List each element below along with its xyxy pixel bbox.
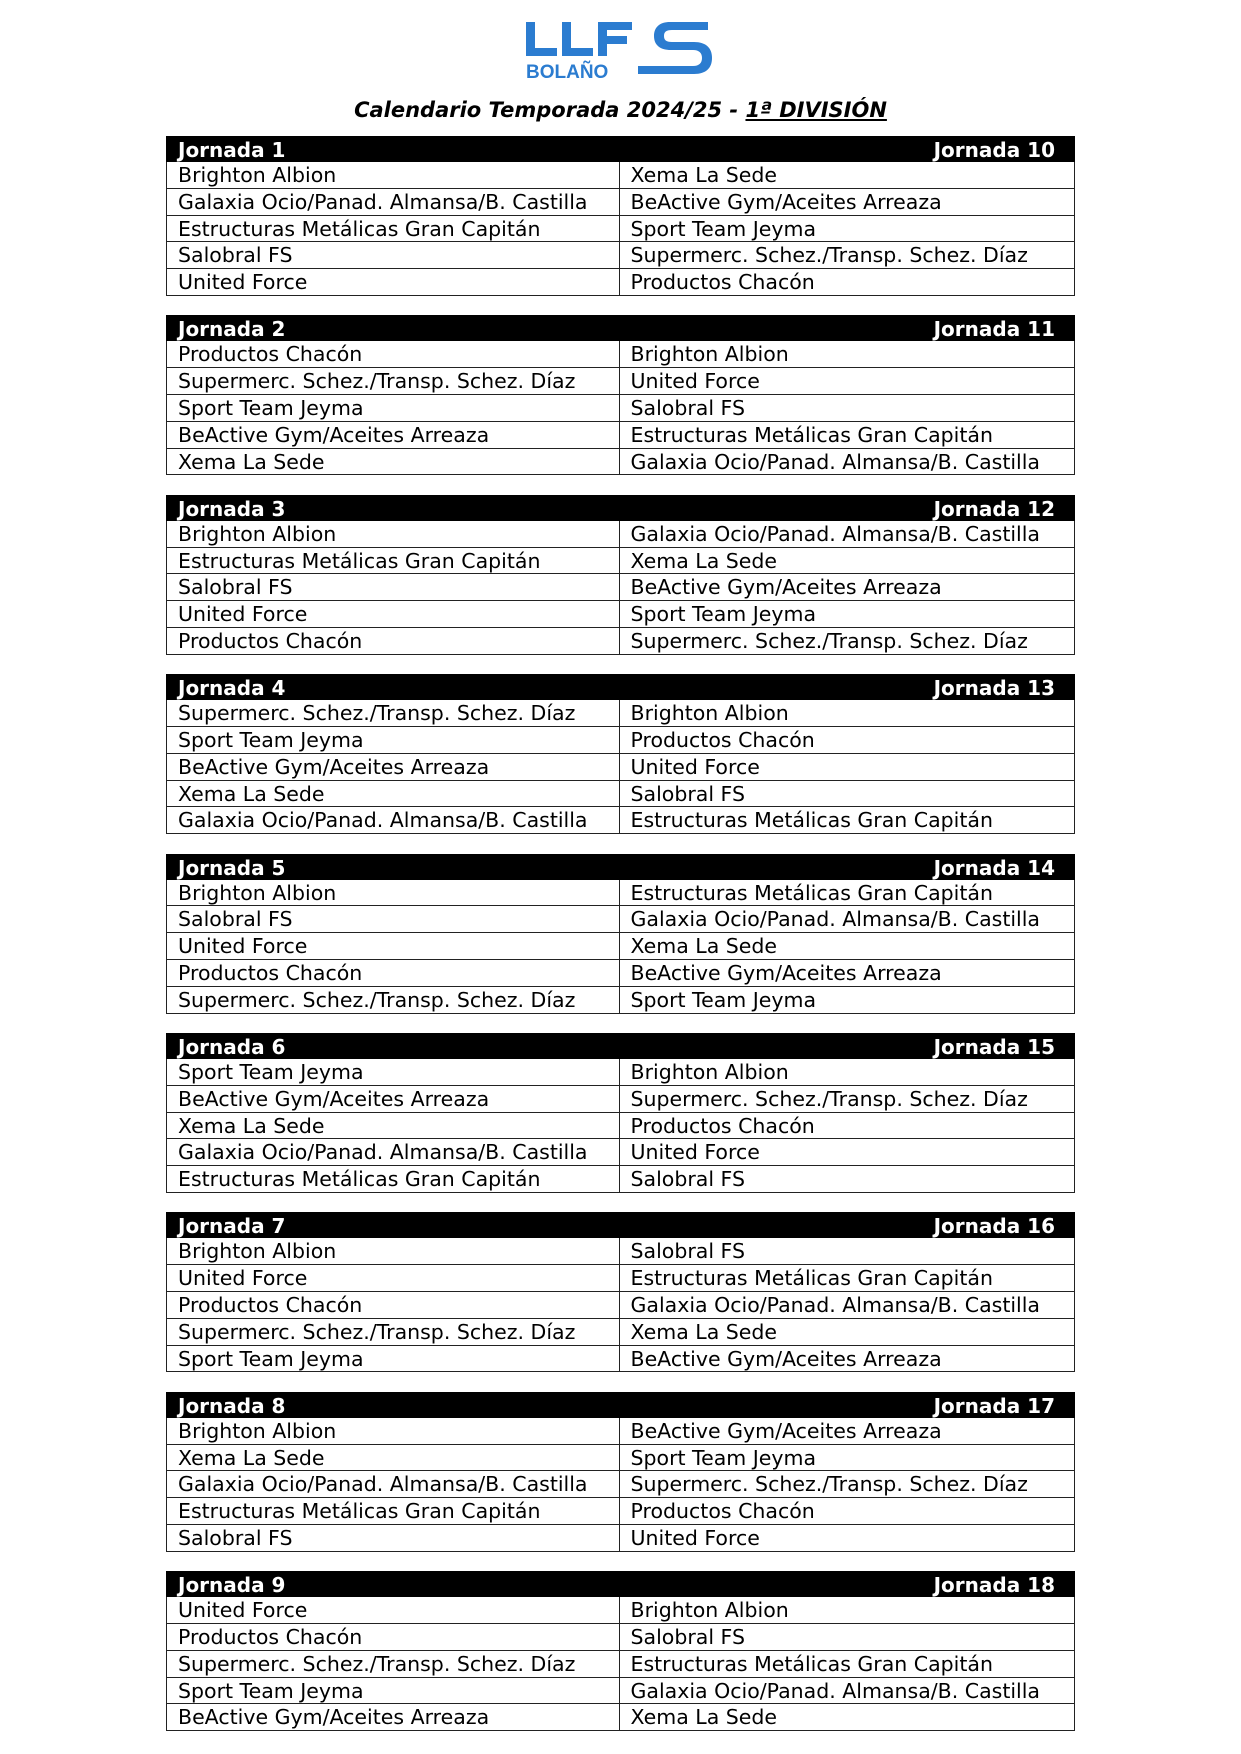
home-team: Sport Team Jeyma: [167, 1678, 620, 1704]
title-division: 1ª DIVISIÓN: [745, 98, 887, 122]
match-row: [166, 341, 1075, 368]
away-team: Productos Chacón: [630, 727, 815, 752]
away-team: Supermerc. Schez./Transp. Schez. Díaz: [630, 243, 1028, 268]
away-team: Productos Chacón: [630, 1499, 815, 1524]
fixture-round: [166, 1571, 1075, 1731]
home-team: Supermerc. Schez./Transp. Schez. Díaz: [167, 368, 620, 394]
away-team: BeActive Gym/Aceites Arreaza: [630, 960, 942, 985]
fixture-round: [166, 136, 1075, 296]
league-logo: [520, 18, 720, 88]
match-row: [166, 1445, 1075, 1472]
match-row: [166, 754, 1075, 781]
match-row: [166, 700, 1075, 727]
match-row: [166, 781, 1075, 808]
match-row: [166, 162, 1075, 189]
match-row: [166, 1086, 1075, 1113]
match-row: [166, 1346, 1075, 1373]
home-team: Sport Team Jeyma: [167, 395, 620, 421]
home-team: United Force: [167, 1597, 620, 1623]
home-team: Supermerc. Schez./Transp. Schez. Díaz: [167, 987, 620, 1013]
home-team: BeActive Gym/Aceites Arreaza: [167, 1704, 620, 1730]
round-label-first-leg: Jornada 8: [178, 1393, 286, 1418]
round-label-first-leg: Jornada 1: [178, 138, 286, 162]
match-row: [166, 242, 1075, 269]
round-label-second-leg: Jornada 14: [933, 855, 1055, 880]
page-title: [0, 96, 1241, 124]
away-team: Estructuras Metálicas Gran Capitán: [630, 808, 993, 833]
home-team: Productos Chacón: [167, 960, 620, 986]
home-team: Estructuras Metálicas Gran Capitán: [167, 216, 620, 242]
away-team: Brighton Albion: [630, 701, 789, 726]
away-team: Supermerc. Schez./Transp. Schez. Díaz: [630, 1086, 1028, 1111]
round-header: [166, 1571, 1075, 1597]
match-row: [166, 1166, 1075, 1193]
match-row: [166, 548, 1075, 575]
match-row: [166, 807, 1075, 834]
match-row: [166, 216, 1075, 243]
away-team: United Force: [630, 754, 760, 779]
away-team: Productos Chacón: [630, 1113, 815, 1138]
home-team: BeActive Gym/Aceites Arreaza: [167, 1086, 620, 1112]
away-team: Salobral FS: [630, 1624, 745, 1649]
away-team: Galaxia Ocio/Panad. Almansa/B. Castilla: [630, 1678, 1040, 1703]
match-row: [166, 960, 1075, 987]
fixture-round: [166, 674, 1075, 834]
away-team: Sport Team Jeyma: [630, 216, 817, 241]
round-label-first-leg: Jornada 3: [178, 496, 286, 521]
match-row: [166, 1678, 1075, 1705]
home-team: Sport Team Jeyma: [167, 1346, 620, 1372]
away-team: Galaxia Ocio/Panad. Almansa/B. Castilla: [630, 1292, 1040, 1317]
away-team: Salobral FS: [630, 781, 745, 806]
home-team: Supermerc. Schez./Transp. Schez. Díaz: [167, 1651, 620, 1677]
round-label-second-leg: Jornada 17: [933, 1393, 1055, 1418]
home-team: Brighton Albion: [167, 1238, 620, 1264]
away-team: Salobral FS: [630, 1167, 745, 1192]
away-team: United Force: [630, 1140, 760, 1165]
home-team: Salobral FS: [167, 906, 620, 932]
home-team: Xema La Sede: [167, 781, 620, 807]
round-header: [166, 315, 1075, 341]
round-header: [166, 495, 1075, 521]
logo-bolano-text: BOLAÑO: [526, 62, 609, 83]
away-team: Estructuras Metálicas Gran Capitán: [630, 1266, 993, 1291]
fixture-round: [166, 1033, 1075, 1193]
home-team: Galaxia Ocio/Panad. Almansa/B. Castilla: [167, 1139, 620, 1165]
round-header: [166, 136, 1075, 162]
match-row: [166, 1471, 1075, 1498]
round-label-second-leg: Jornada 12: [933, 496, 1055, 521]
home-team: Galaxia Ocio/Panad. Almansa/B. Castilla: [167, 807, 620, 833]
home-team: Estructuras Metálicas Gran Capitán: [167, 548, 620, 574]
round-header: [166, 1212, 1075, 1238]
round-label-first-leg: Jornada 9: [178, 1573, 286, 1598]
match-row: [166, 628, 1075, 655]
match-row: [166, 395, 1075, 422]
round-header: [166, 854, 1075, 880]
llfs-logo-graphic: [520, 18, 720, 88]
away-team: BeActive Gym/Aceites Arreaza: [630, 1346, 942, 1371]
away-team: Salobral FS: [630, 395, 745, 420]
match-row: [166, 1525, 1075, 1552]
round-label-first-leg: Jornada 5: [178, 855, 286, 880]
away-team: Supermerc. Schez./Transp. Schez. Díaz: [630, 1472, 1028, 1497]
home-team: Salobral FS: [167, 574, 620, 600]
home-team: Estructuras Metálicas Gran Capitán: [167, 1166, 620, 1192]
away-team: Supermerc. Schez./Transp. Schez. Díaz: [630, 628, 1028, 653]
away-team: Brighton Albion: [630, 1598, 789, 1623]
away-team: Salobral FS: [630, 1239, 745, 1264]
round-label-second-leg: Jornada 18: [933, 1573, 1055, 1598]
away-team: Sport Team Jeyma: [630, 1445, 817, 1470]
away-team: Estructuras Metálicas Gran Capitán: [630, 880, 993, 905]
home-team: Productos Chacón: [167, 1624, 620, 1650]
away-team: United Force: [630, 369, 760, 394]
match-row: [166, 189, 1075, 216]
home-team: United Force: [167, 269, 620, 295]
home-team: Sport Team Jeyma: [167, 1059, 620, 1085]
away-team: BeActive Gym/Aceites Arreaza: [630, 189, 942, 214]
home-team: United Force: [167, 933, 620, 959]
match-row: [166, 1418, 1075, 1445]
home-team: BeActive Gym/Aceites Arreaza: [167, 754, 620, 780]
home-team: Supermerc. Schez./Transp. Schez. Díaz: [167, 700, 620, 726]
match-row: [166, 1113, 1075, 1140]
home-team: Galaxia Ocio/Panad. Almansa/B. Castilla: [167, 189, 620, 215]
home-team: Xema La Sede: [167, 1113, 620, 1139]
away-team: Estructuras Metálicas Gran Capitán: [630, 422, 993, 447]
match-row: [166, 933, 1075, 960]
match-row: [166, 1265, 1075, 1292]
home-team: Estructuras Metálicas Gran Capitán: [167, 1498, 620, 1524]
away-team: Sport Team Jeyma: [630, 602, 817, 627]
away-team: Brighton Albion: [630, 342, 789, 367]
away-team: Galaxia Ocio/Panad. Almansa/B. Castilla: [630, 907, 1040, 932]
home-team: Brighton Albion: [167, 162, 620, 188]
away-team: Brighton Albion: [630, 1059, 789, 1084]
away-team: Xema La Sede: [630, 934, 778, 959]
match-row: [166, 727, 1075, 754]
away-team: Xema La Sede: [630, 548, 778, 573]
fixture-round: [166, 495, 1075, 655]
title-prefix: Calendario Temporada 2024/25 -: [354, 98, 746, 122]
match-row: [166, 906, 1075, 933]
home-team: United Force: [167, 1265, 620, 1291]
match-row: [166, 1292, 1075, 1319]
home-team: Sport Team Jeyma: [167, 727, 620, 753]
match-row: [166, 449, 1075, 476]
match-row: [166, 574, 1075, 601]
home-team: Galaxia Ocio/Panad. Almansa/B. Castilla: [167, 1471, 620, 1497]
home-team: United Force: [167, 601, 620, 627]
match-row: [166, 368, 1075, 395]
match-row: [166, 1319, 1075, 1346]
home-team: Productos Chacón: [167, 628, 620, 654]
fixtures-list: [166, 136, 1075, 1751]
match-row: [166, 987, 1075, 1014]
home-team: Supermerc. Schez./Transp. Schez. Díaz: [167, 1319, 620, 1345]
match-row: [166, 521, 1075, 548]
home-team: Salobral FS: [167, 242, 620, 268]
home-team: Xema La Sede: [167, 449, 620, 475]
fixture-round: [166, 315, 1075, 475]
round-label-second-leg: Jornada 11: [933, 317, 1055, 342]
away-team: Xema La Sede: [630, 163, 778, 187]
away-team: Galaxia Ocio/Panad. Almansa/B. Castilla: [630, 449, 1040, 474]
round-label-first-leg: Jornada 4: [178, 676, 286, 701]
home-team: BeActive Gym/Aceites Arreaza: [167, 422, 620, 448]
away-team: Galaxia Ocio/Panad. Almansa/B. Castilla: [630, 521, 1040, 546]
match-row: [166, 1139, 1075, 1166]
match-row: [166, 1704, 1075, 1731]
match-row: [166, 269, 1075, 296]
match-row: [166, 1624, 1075, 1651]
away-team: United Force: [630, 1525, 760, 1550]
round-label-first-leg: Jornada 7: [178, 1214, 286, 1239]
home-team: Productos Chacón: [167, 341, 620, 367]
round-label-first-leg: Jornada 2: [178, 317, 286, 342]
round-header: [166, 1033, 1075, 1059]
home-team: Productos Chacón: [167, 1292, 620, 1318]
away-team: BeActive Gym/Aceites Arreaza: [630, 1418, 942, 1443]
round-label-second-leg: Jornada 13: [933, 676, 1055, 701]
home-team: Xema La Sede: [167, 1445, 620, 1471]
home-team: Brighton Albion: [167, 1418, 620, 1444]
match-row: [166, 1651, 1075, 1678]
match-row: [166, 1238, 1075, 1265]
match-row: [166, 880, 1075, 907]
match-row: [166, 422, 1075, 449]
round-label-second-leg: Jornada 10: [933, 138, 1055, 162]
round-header: [166, 674, 1075, 700]
home-team: Salobral FS: [167, 1525, 620, 1551]
away-team: BeActive Gym/Aceites Arreaza: [630, 575, 942, 600]
home-team: Brighton Albion: [167, 880, 620, 906]
away-team: Xema La Sede: [630, 1319, 778, 1344]
round-label-first-leg: Jornada 6: [178, 1034, 286, 1059]
away-team: Sport Team Jeyma: [630, 987, 817, 1012]
fixture-round: [166, 1392, 1075, 1552]
match-row: [166, 1498, 1075, 1525]
match-row: [166, 1059, 1075, 1086]
fixture-round: [166, 854, 1075, 1014]
round-label-second-leg: Jornada 15: [933, 1034, 1055, 1059]
away-team: Productos Chacón: [630, 270, 815, 295]
away-team: Xema La Sede: [630, 1705, 778, 1730]
fixture-round: [166, 1212, 1075, 1372]
match-row: [166, 601, 1075, 628]
away-team: Estructuras Metálicas Gran Capitán: [630, 1651, 993, 1676]
home-team: Brighton Albion: [167, 521, 620, 547]
round-label-second-leg: Jornada 16: [933, 1214, 1055, 1239]
round-header: [166, 1392, 1075, 1418]
match-row: [166, 1597, 1075, 1624]
